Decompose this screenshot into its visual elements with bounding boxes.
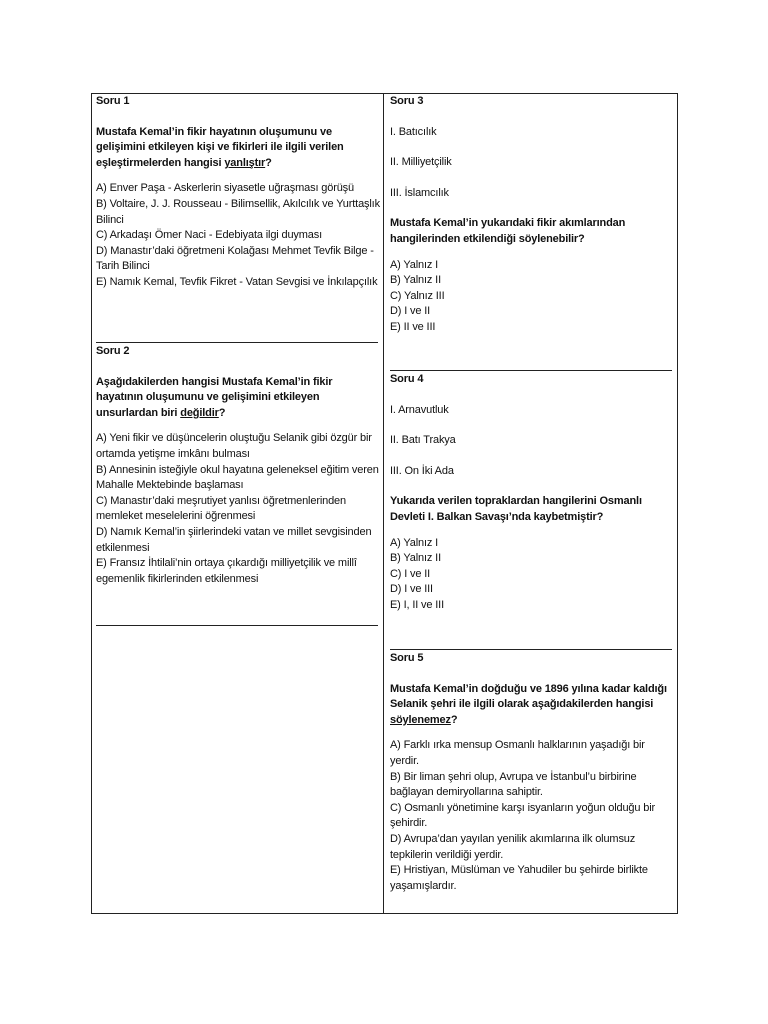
option-d: D) Namık Kemal’in şiirlerindeki vatan ve millet sevgisinden etkilenmesi <box>96 525 372 554</box>
option-b: B) Annesinin isteğiyle okul hayatına geleneksel eğitim veren Mahalle Mektebinde başlaması <box>96 463 379 492</box>
question-3-item-2: II. Milliyetçilik <box>390 156 452 169</box>
right-column-middle <box>390 372 674 614</box>
question-4-item-2: II. Batı Trakya <box>390 434 456 447</box>
option-e: E) Namık Kemal, Tevfik Fikret - Vatan Sevgisi ve İnkılapçılık <box>96 275 378 288</box>
option-e: E) Hristiyan, Müslüman ve Yahudiler bu şehirde birlikte yaşamışlardır. <box>390 864 648 892</box>
option-e: E) I, II ve III <box>390 598 444 611</box>
question-3-options <box>390 258 674 336</box>
question-2-options <box>96 431 380 587</box>
question-5-emphasis: söylenemez <box>390 713 451 726</box>
option-a: A) Yeni fikir ve düşüncelerin oluştuğu Selanik gibi özgür bir ortamda yetişme imkânı bulması <box>96 432 372 460</box>
question-1-emphasis: yanlıştır <box>224 156 266 169</box>
question-5-options <box>390 738 674 894</box>
option-b: B) Yalnız II <box>390 274 441 287</box>
question-3-text: Mustafa Kemal’in yukarıdaki fikir akımlarından hangilerinden etkilendiği söylenebilir? <box>390 217 626 245</box>
option-b: B) Bir liman şehri olup, Avrupa ve İstanbul’u birbirine bağlayan demiryollarına sahiptir. <box>390 770 637 799</box>
option-d: D) I ve III <box>390 583 433 596</box>
option-a: A) Enver Paşa - Askerlerin siyasetle uğraşması görüşü <box>96 182 354 195</box>
question-2-separator <box>96 625 378 626</box>
question-3-item-3: III. İslamcılık <box>390 186 449 199</box>
option-c: C) Osmanlı yönetimine karşı isyanların yoğun olduğu bir şehirdir. <box>390 801 656 830</box>
question-4-title: Soru 4 <box>390 373 424 385</box>
question-4-item-1: I. Arnavutluk <box>390 403 449 416</box>
option-c: C) I ve II <box>390 567 431 580</box>
option-a: A) Yalnız I <box>390 258 439 271</box>
question-4-options <box>390 536 674 614</box>
question-1-text: Mustafa Kemal’in fikir hayatının oluşumunu ve gelişimini etkileyen kişi ve fikirleri ile ilgili verilen eşleştirmelerden hangisi yanlıştır? <box>96 125 344 169</box>
option-e: E) II ve III <box>390 320 436 333</box>
question-2-emphasis: değildir <box>180 406 219 419</box>
question-5-text: Mustafa Kemal’in doğduğu ve 1896 yılına kadar kaldığı Selanik şehri ile ilgili olarak aşağıdakilerden hangisi söylenemez? <box>390 682 667 726</box>
option-a: A) Yalnız I <box>390 536 439 549</box>
option-b: B) Voltaire, J. J. Rousseau - Bilimsellik, Akılcılık ve Yurttaşlık Bilinci <box>96 197 380 226</box>
option-c: C) Arkadaşı Ömer Naci - Edebiyata ilgi duyması <box>96 229 323 242</box>
question-3 <box>390 94 674 336</box>
question-1-separator <box>96 342 378 343</box>
question-3-item-1: I. Batıcılık <box>390 125 437 138</box>
option-c: C) Yalnız III <box>390 289 445 302</box>
question-1-title: Soru 1 <box>96 95 130 107</box>
right-column <box>390 94 674 336</box>
question-4-text: Yukarıda verilen topraklardan hangilerini Osmanlı Devleti I. Balkan Savaşı’nda kaybetmiştir? <box>390 495 642 523</box>
left-column-lower <box>96 344 380 587</box>
option-e: E) Fransız İhtilali’nin ortaya çıkardığı milliyetçilik ve millî egemenlik fikirlerinden etkilenmesi <box>96 557 357 585</box>
option-c: C) Manastır’daki meşrutiyet yanlısı öğretmenlerinden memleket meselelerini öğrenmesi <box>96 494 346 523</box>
option-d: D) Avrupa’dan yayılan yenilik akımlarına ilk olumsuz tepkilerin verildiği yerdir. <box>390 832 636 861</box>
option-a: A) Farklı ırka mensup Osmanlı halklarının yaşadığı bir yerdir. <box>390 739 645 767</box>
option-b: B) Yalnız II <box>390 552 441 565</box>
question-5 <box>390 651 674 894</box>
question-4 <box>390 372 674 614</box>
question-3-separator <box>390 370 672 371</box>
question-2-title: Soru 2 <box>96 345 130 357</box>
left-column <box>96 94 380 291</box>
question-3-title: Soru 3 <box>390 95 424 107</box>
question-4-separator <box>390 649 672 650</box>
question-1 <box>96 94 380 291</box>
right-column-lower <box>390 651 674 894</box>
option-d: D) Manastır’daki öğretmeni Kolağası Mehmet Tevfik Bilge - Tarih Bilinci <box>96 244 374 273</box>
option-d: D) I ve II <box>390 305 431 318</box>
question-4-item-3: III. On İki Ada <box>390 464 454 477</box>
column-divider <box>383 93 384 914</box>
question-5-title: Soru 5 <box>390 652 424 664</box>
question-1-options <box>96 181 380 290</box>
question-2-text: Aşağıdakilerden hangisi Mustafa Kemal’in fikir hayatının oluşumunu ve gelişimini etkileyen unsurlardan biri değildir? <box>96 375 333 419</box>
question-2 <box>96 344 380 587</box>
